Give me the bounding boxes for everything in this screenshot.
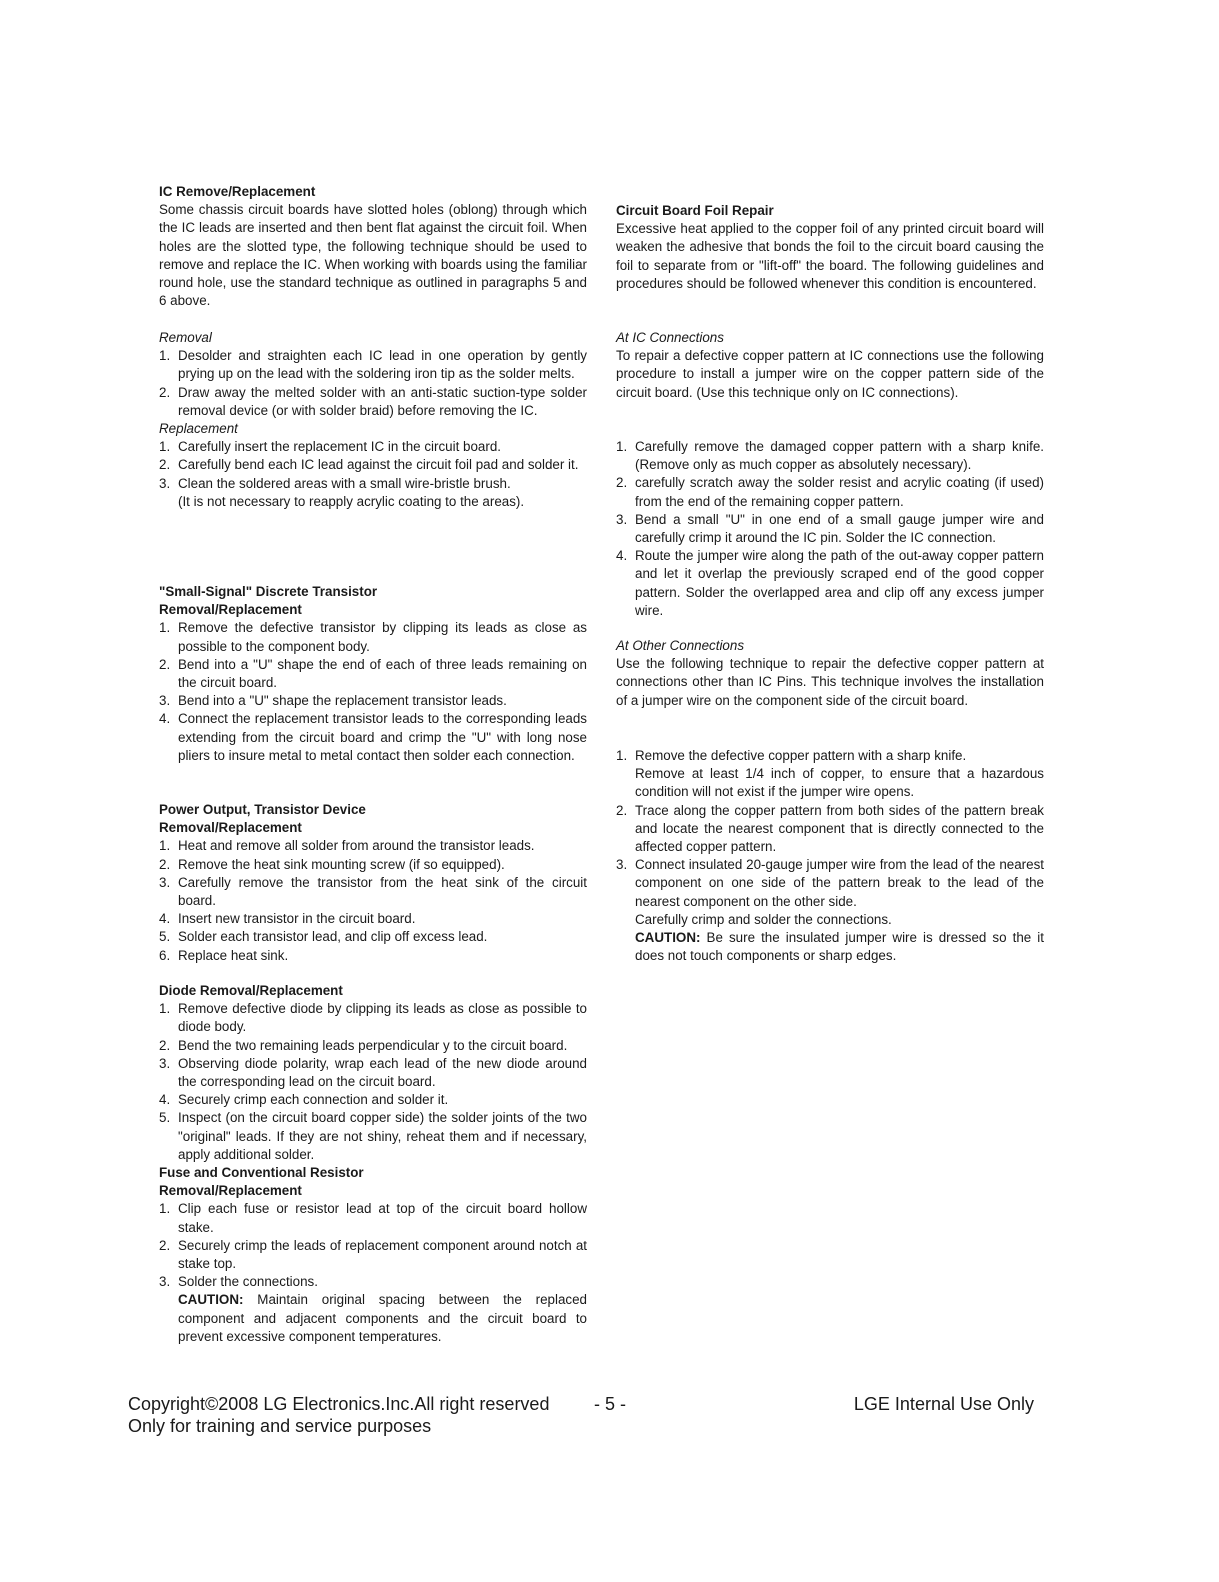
ic-removal	[159, 329, 587, 511]
list-item: 1. Desolder and straighten each IC lead in one operation by gently prying up on the lead with the soldering iron tip as the solder melts.	[159, 348, 587, 382]
list-item: 4. Connect the replacement transistor leads to the corresponding leads extending from the circuit board and crimp the "U" with long nose pliers to insure metal to metal contact then solder each connection.	[159, 711, 587, 763]
other-item3-note: Carefully crimp and solder the connections.	[635, 911, 892, 927]
list-item: 5. Solder each transistor lead, and clip off excess lead.	[159, 929, 488, 945]
po-list	[159, 837, 587, 964]
foil-section	[616, 202, 1044, 293]
other-label: At Other Connections	[616, 638, 745, 653]
list-item: 3. Observing diode polarity, wrap each lead of the new diode around the corresponding lead on the circuit board.	[159, 1055, 587, 1090]
other-caution: CAUTION: Be sure the insulated jumper wire is dressed so the it does not touch components or sharp edges.	[635, 930, 1044, 964]
fuse-caution: CAUTION: Maintain original spacing between the replaced component and adjacent components and the circuit board to prevent excessive component temperatures.	[178, 1292, 587, 1344]
replacement-list	[159, 438, 587, 511]
other-list	[616, 747, 1044, 965]
list-item: 3. Connect insulated 20-gauge jumper wire from the lead of the nearest component on one side of the pattern break to the lead of the nearest component on the other side. Carefully crimp and solder the connections. CAUTION: Be sure the insulated jumper wire is dressed so the it does not touch components or sharp edges.	[616, 856, 1044, 965]
list-item: 2. Remove the heat sink mounting screw (if so equipped).	[159, 856, 505, 872]
other-steps	[616, 747, 1044, 965]
foil-title: Circuit Board Foil Repair	[616, 203, 774, 218]
list-item: 1. Carefully remove the damaged copper pattern with a sharp knife. (Remove only as much copper as absolutely necessary).	[616, 439, 1044, 473]
list-item: 3. Clean the soldered areas with a small wire-bristle brush. (It is not necessary to reapply acrylic coating to the areas).	[159, 475, 587, 511]
list-item: 4. Securely crimp each connection and solder it.	[159, 1092, 449, 1108]
ic-title: IC Remove/Replacement	[159, 184, 316, 199]
list-item: 2. Carefully bend each IC lead against the circuit foil pad and solder it.	[159, 457, 579, 473]
list-item: 2. Draw away the melted solder with an anti-static suction-type solder removal device (or with solder braid) before removing the IC.	[159, 384, 587, 418]
other-section	[616, 637, 1044, 710]
at-ic-intro: To repair a defective copper pattern at IC connections use the following procedure to install a jumper wire on the copper pattern side of the circuit board. (Use this technique only on IC connections).	[616, 348, 1044, 400]
list-item: 2. Bend into a "U" shape the end of each of three leads remaining on the circuit board.	[159, 656, 587, 691]
list-item: 1. Clip each fuse or resistor lead at top of the circuit board hollow stake.	[159, 1201, 587, 1235]
diode-section	[159, 982, 587, 1346]
list-item: 3. Solder the connections. CAUTION: Maintain original spacing between the replaced component and adjacent components and the circuit board to prevent excessive component temperatures.	[159, 1273, 587, 1346]
po-title-2: Removal/Replacement	[159, 820, 302, 836]
page-number: - 5 -	[594, 1394, 627, 1414]
ss-title-2: Removal/Replacement	[159, 602, 302, 618]
list-item: 1. Carefully insert the replacement IC in the circuit board.	[159, 439, 502, 455]
list-item: 2. carefully scratch away the solder resist and acrylic coating (if used) from the end of the remaining copper pattern.	[616, 475, 1044, 509]
at-ic-label: At IC Connections	[616, 330, 724, 345]
list-item: 2. Securely crimp the leads of replacement component around notch at stake top.	[159, 1237, 587, 1272]
small-signal-section	[159, 583, 587, 765]
list-item: 4. Insert new transistor in the circuit board.	[159, 911, 416, 927]
ss-title-1: "Small-Signal" Discrete Transistor	[159, 584, 378, 599]
list-item: 4. Route the jumper wire along the path of the out-away copper pattern and let it overlap the previously scraped end of the good copper pattern. Solder the overlapped area and clip off any excess jumper wire.	[616, 548, 1044, 618]
list-item: 3. Carefully remove the transistor from the heat sink of the circuit board.	[159, 874, 587, 909]
foil-intro: Excessive heat applied to the copper foil of any printed circuit board will weaken the adhesive that bonds the foil to the circuit board causing the foil to separate from or "lift-off" the board. The following guidelines and procedures should be followed whenever this condition is encountered.	[616, 221, 1044, 291]
at-ic-list	[616, 438, 1044, 620]
footer-copyright: Copyright©2008 LG Electronics.Inc.All right reserved	[128, 1394, 550, 1414]
ic-section	[159, 183, 587, 310]
at-ic-steps	[616, 438, 1044, 620]
list-item: 1. Remove the defective copper pattern with a sharp knife. Remove at least 1/4 inch of copper, to ensure that a hazardous condition will not exist if the jumper wire opens.	[616, 747, 1044, 802]
list-item: 1. Remove the defective transistor by clipping its leads as close as possible to the component body.	[159, 620, 587, 654]
list-item: 1. Remove defective diode by clipping its leads as close as possible to diode body.	[159, 1001, 587, 1035]
replacement-note: (It is not necessary to reapply acrylic coating to the areas).	[178, 493, 525, 509]
list-item: 2. Bend the two remaining leads perpendicular y to the circuit board.	[159, 1037, 568, 1053]
list-item: 3. Bend into a "U" shape the replacement transistor leads.	[159, 693, 507, 709]
removal-label: Removal	[159, 330, 212, 345]
diode-list	[159, 1000, 587, 1164]
footer-purpose: Only for training and service purposes	[128, 1416, 432, 1436]
replacement-label: Replacement	[159, 421, 238, 437]
list-item: 6. Replace heat sink.	[159, 947, 289, 963]
ic-intro: Some chassis circuit boards have slotted holes (oblong) through which the IC leads are inserted and then bent flat against the circuit foil. When holes are the slotted type, the following technique should be used to remove and replace the IC. When working with boards using the familiar round hole, use the standard technique as outlined in paragraphs 5 and 6 above.	[159, 202, 587, 309]
list-item: 3. Bend a small "U" in one end of a small gauge jumper wire and carefully crimp it around the IC pin. Solder the IC connection.	[616, 511, 1044, 546]
list-item: 2. Trace along the copper pattern from both sides of the pattern break and locate the nearest component that is directly connected to the affected copper pattern.	[616, 802, 1044, 855]
at-ic-section	[616, 329, 1044, 402]
ss-list	[159, 619, 587, 765]
power-output-section	[159, 801, 587, 965]
footer-internal: LGE Internal Use Only	[853, 1394, 1034, 1414]
fuse-title-1: Fuse and Conventional Resistor	[159, 1165, 364, 1181]
removal-list	[159, 347, 587, 420]
other-intro: Use the following technique to repair the defective copper pattern at connections other than IC Pins. This technique involves the installation of a jumper wire on the component side of the circuit board.	[616, 656, 1044, 708]
po-title-1: Power Output, Transistor Device	[159, 802, 366, 817]
diode-title: Diode Removal/Replacement	[159, 983, 343, 998]
other-item1-note: Remove at least 1/4 inch of copper, to ensure that a hazardous condition will not exist if the jumper wire opens.	[635, 766, 1044, 800]
fuse-list	[159, 1200, 587, 1346]
list-item: 1. Heat and remove all solder from around the transistor leads.	[159, 838, 535, 854]
list-item: 5. Inspect (on the circuit board copper side) the solder joints of the two "original" leads. If they are not shiny, reheat them and if necessary, apply additional solder.	[159, 1110, 587, 1162]
fuse-title-2: Removal/Replacement	[159, 1183, 302, 1199]
